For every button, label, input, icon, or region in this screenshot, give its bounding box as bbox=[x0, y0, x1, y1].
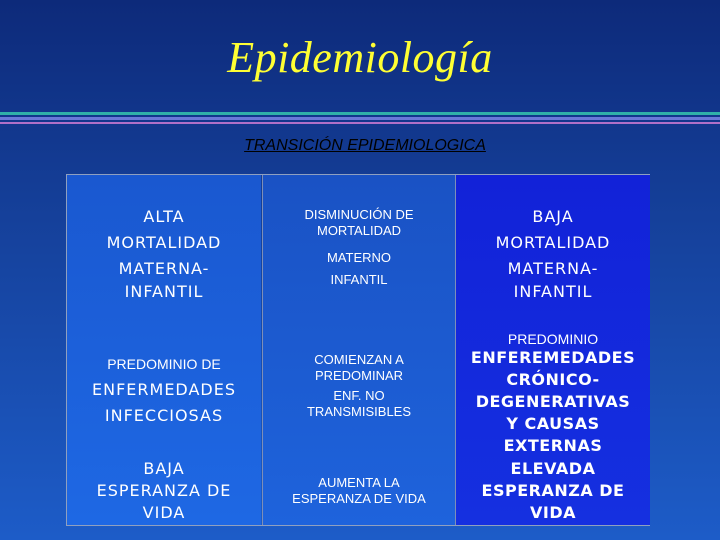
cell-line: ENFEREMEDADES bbox=[470, 348, 636, 367]
cell-line: BAJA bbox=[143, 459, 185, 478]
table-cell-3-1 bbox=[67, 445, 261, 531]
table-cell-2-2 bbox=[263, 315, 455, 451]
cell-line: CRÓNICO- bbox=[506, 370, 600, 389]
cell-line: Y CAUSAS bbox=[506, 414, 600, 433]
cell-line: MORTALIDAD bbox=[316, 223, 402, 238]
cell-line: COMIENZAN A bbox=[314, 352, 404, 367]
cell-line: INFANTIL bbox=[513, 282, 593, 301]
cell-line: INFANTIL bbox=[330, 272, 388, 287]
cell-line: MATERNA- bbox=[118, 259, 210, 278]
cell-line: DEGENERATIVAS bbox=[475, 392, 631, 411]
cell-line: ELEVADA bbox=[510, 459, 596, 478]
slide-title: Epidemiología bbox=[227, 33, 493, 82]
cell-line: DISMINUCIÓN DE bbox=[304, 207, 414, 222]
cell-line: MATERNO bbox=[326, 250, 392, 265]
cell-line: VIDA bbox=[530, 503, 576, 522]
cell-line: MATERNA- bbox=[507, 259, 599, 278]
table-cell-2-1 bbox=[67, 315, 261, 455]
table-column-3 bbox=[455, 175, 650, 525]
divider-line-teal bbox=[0, 112, 720, 115]
table-cell-3-2 bbox=[263, 445, 455, 531]
cell-line: PREDOMINIO DE bbox=[107, 356, 221, 372]
cell-line: ENF. NO bbox=[333, 388, 385, 403]
table-column-1 bbox=[67, 175, 261, 525]
table-cell-3-3 bbox=[456, 445, 650, 531]
cell-line: EXTERNAS bbox=[503, 436, 603, 455]
table-cell-2-3 bbox=[456, 315, 650, 459]
cell-line: ESPERANZA DE bbox=[96, 481, 232, 500]
cell-line: ENFERMEDADES bbox=[92, 380, 236, 399]
table-cell-1-3 bbox=[456, 175, 650, 323]
cell-line: ESPERANZA DE bbox=[481, 481, 625, 500]
cell-line: INFANTIL bbox=[124, 282, 204, 301]
cell-line: MORTALIDAD bbox=[106, 233, 222, 252]
transition-table bbox=[66, 174, 650, 526]
slide-subtitle: TRANSICIÓN EPIDEMIOLOGICA bbox=[244, 137, 486, 154]
cell-line: AUMENTA LA bbox=[318, 475, 400, 490]
table-cell-1-1 bbox=[67, 175, 261, 323]
cell-line: VIDA bbox=[142, 503, 186, 522]
table-column-2 bbox=[262, 175, 455, 525]
cell-line: INFECCIOSAS bbox=[104, 406, 224, 425]
cell-line: BAJA bbox=[532, 207, 574, 226]
divider-line-blue bbox=[0, 117, 720, 120]
cell-line: TRANSMISIBLES bbox=[306, 404, 412, 419]
cell-line: ESPERANZA DE VIDA bbox=[292, 491, 426, 506]
cell-line: PREDOMINIO bbox=[507, 331, 599, 347]
table-cell-1-2 bbox=[263, 175, 455, 319]
cell-line: ALTA bbox=[143, 207, 185, 226]
divider-line-purple bbox=[0, 122, 720, 124]
cell-line: MORTALIDAD bbox=[495, 233, 611, 252]
cell-line: PREDOMINAR bbox=[314, 368, 404, 383]
